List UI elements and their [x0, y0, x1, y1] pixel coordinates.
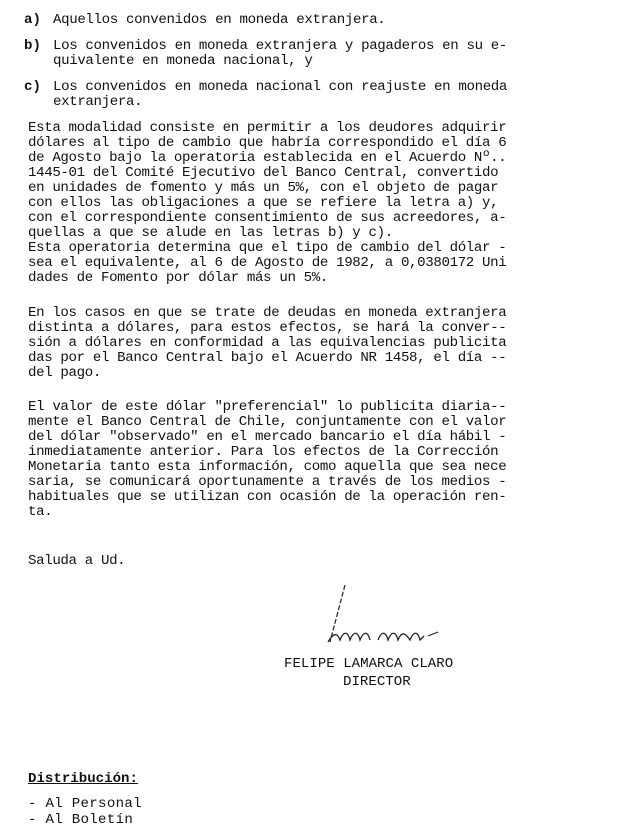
distribution-item: - Al Personal	[28, 796, 142, 812]
text-line: sea el equivalente, al 6 de Agosto de 1982, a 0,0380172 Uni	[28, 255, 507, 271]
signatory-title: DIRECTOR	[343, 674, 411, 690]
text-line: de Agosto bajo la operatoria establecida en el Acuerdo Nº..	[28, 150, 507, 166]
text-line: Esta operatoria determina que el tipo de cambio del dólar -	[28, 240, 507, 256]
text-line: inmediatamente anterior. Para los efectos de la Corrección	[28, 444, 499, 460]
closing-salutation: Saluda a Ud.	[28, 553, 126, 569]
text-line: con el correspondiente consentimiento de sus acreedores, a-	[28, 210, 507, 226]
text-line: habituales que se utilizan con ocasión de la operación ren-	[28, 489, 507, 505]
signature	[310, 580, 510, 660]
text-line: en unidades de fomento y más un 5%, con el objeto de pagar	[28, 180, 499, 196]
list-line: Los convenidos en moneda extranjera y pagaderos en su e-	[53, 38, 508, 54]
distribution-item: - Al Boletín	[28, 812, 134, 828]
text-line: En los casos en que se trate de deudas en moneda extranjera	[28, 305, 507, 321]
list-label: a)	[24, 12, 41, 28]
text-line: Monetaria tanto esta información, como aquella que sea nece	[28, 459, 507, 475]
text-line: saria, se comunicará oportunamente a través de los medios -	[28, 474, 507, 490]
list-line: quivalente en moneda nacional, y	[53, 53, 313, 69]
list-label: b)	[24, 38, 41, 54]
text-line: del pago.	[28, 365, 101, 381]
text-line: Esta modalidad consiste en permitir a los deudores adquirir	[28, 120, 507, 136]
text-line: 1445-01 del Comité Ejecutivo del Banco Central, convertido	[28, 165, 499, 181]
text-line: quellas a que se alude en las letras b) y c).	[28, 225, 393, 241]
text-line: das por el Banco Central bajo el Acuerdo NR 1458, el día --	[28, 350, 507, 366]
list-line: extranjera.	[53, 94, 143, 110]
signatory-name: FELIPE LAMARCA CLARO	[284, 656, 454, 672]
text-line: del dólar "observado" en el mercado bancario el día hábil -	[28, 429, 507, 445]
list-line: Aquellos convenidos en moneda extranjera.	[53, 12, 386, 28]
list-line: Los convenidos en moneda nacional con reajuste en moneda	[53, 79, 508, 95]
distribution-heading: Distribución:	[28, 771, 138, 787]
text-line: dólares al tipo de cambio que habría correspondido el día 6	[28, 135, 507, 151]
text-line: El valor de este dólar "preferencial" lo publicita diaria--	[28, 399, 507, 415]
list-label: c)	[24, 79, 41, 95]
text-line: sión a dólares en conformidad a las equivalencias publicita	[28, 335, 507, 351]
text-line: mente el Banco Central de Chile, conjuntamente con el valor	[28, 414, 507, 430]
text-line: ta.	[28, 504, 53, 520]
text-line: distinta a dólares, para estos efectos, se hará la conver--	[28, 320, 507, 336]
text-line: dades de Fomento por dólar más un 5%.	[28, 270, 328, 286]
text-line: con ellos las obligaciones a que se refiere la letra a) y,	[28, 195, 499, 211]
